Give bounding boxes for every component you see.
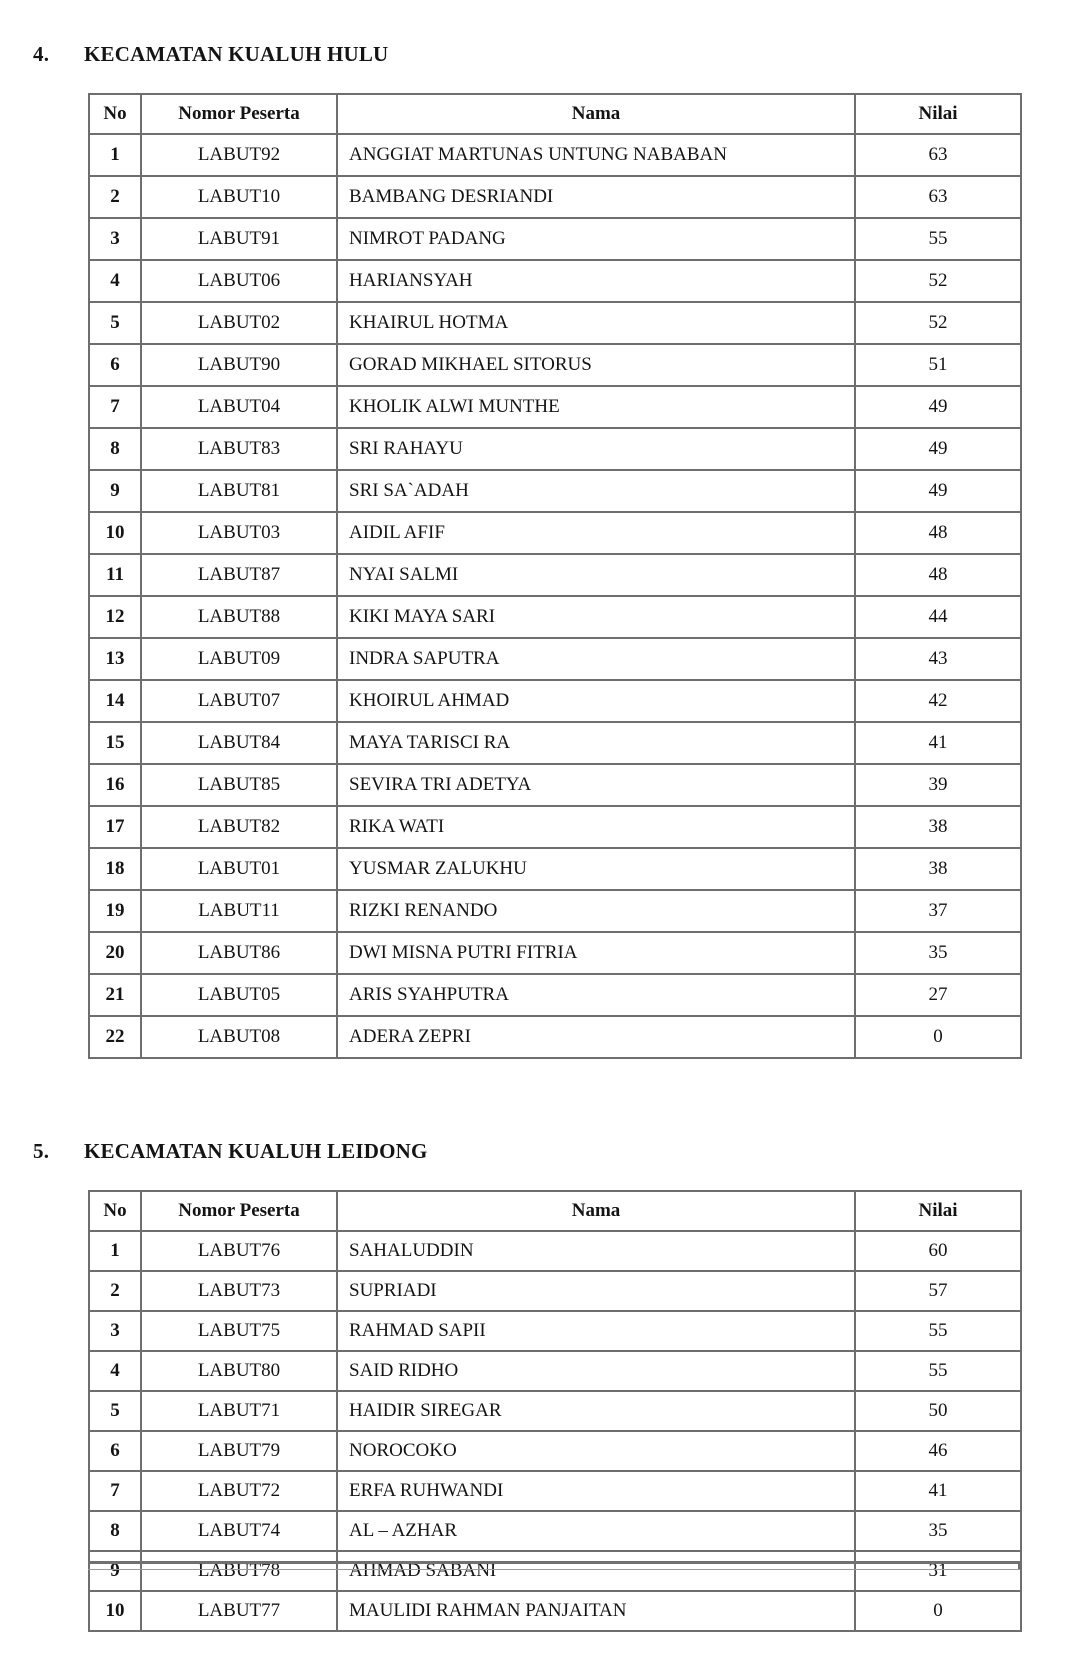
cell-nilai: 37: [855, 890, 1021, 932]
cell-nomor-peserta: LABUT07: [141, 680, 337, 722]
cell-nama: RAHMAD SAPII: [337, 1311, 855, 1351]
cell-nilai: 38: [855, 848, 1021, 890]
cell-nilai: 60: [855, 1231, 1021, 1271]
cell-nomor-peserta: LABUT79: [141, 1431, 337, 1471]
cell-nomor-peserta: LABUT02: [141, 302, 337, 344]
column-header-nomor: Nomor Peserta: [141, 1191, 337, 1231]
cell-no: 9: [89, 470, 141, 512]
cell-nama: ADERA ZEPRI: [337, 1016, 855, 1058]
cell-nama: BAMBANG DESRIANDI: [337, 176, 855, 218]
cell-nama: SRI RAHAYU: [337, 428, 855, 470]
cell-no: 1: [89, 134, 141, 176]
table-row: [89, 554, 1021, 596]
cell-nomor-peserta: LABUT91: [141, 218, 337, 260]
cell-nilai: 0: [855, 1016, 1021, 1058]
cell-nomor-peserta: LABUT81: [141, 470, 337, 512]
cell-nilai: 35: [855, 932, 1021, 974]
table-row: [89, 1391, 1021, 1431]
cell-nilai: 55: [855, 1311, 1021, 1351]
table-row: [89, 1511, 1021, 1551]
table-row: [89, 764, 1021, 806]
cell-no: 2: [89, 1271, 141, 1311]
section-title: KECAMATAN KUALUH LEIDONG: [84, 1139, 428, 1163]
cell-no: 19: [89, 890, 141, 932]
table-row: [89, 386, 1021, 428]
cell-no: 3: [89, 1311, 141, 1351]
cell-nilai: 38: [855, 806, 1021, 848]
table-row: [89, 1016, 1021, 1058]
cell-nama: KHOIRUL AHMAD: [337, 680, 855, 722]
table-row: [89, 974, 1021, 1016]
cell-no: 18: [89, 848, 141, 890]
table-header-row: [89, 1191, 1021, 1231]
cell-nilai: 42: [855, 680, 1021, 722]
cell-nomor-peserta: LABUT77: [141, 1591, 337, 1631]
cell-nilai: 41: [855, 722, 1021, 764]
cell-nomor-peserta: LABUT85: [141, 764, 337, 806]
fragment-cell: [88, 1564, 140, 1569]
results-table-kualuh-hulu: [88, 93, 1022, 1059]
cell-nilai: 55: [855, 1351, 1021, 1391]
column-header-nama: Nama: [337, 1191, 855, 1231]
cell-nomor-peserta: LABUT75: [141, 1311, 337, 1351]
cell-nama: KHOLIK ALWI MUNTHE: [337, 386, 855, 428]
table-row: [89, 470, 1021, 512]
cell-nomor-peserta: LABUT74: [141, 1511, 337, 1551]
table-row: [89, 344, 1021, 386]
cell-no: 9: [89, 1551, 141, 1591]
cell-nilai: 44: [855, 596, 1021, 638]
column-header-nilai: Nilai: [855, 94, 1021, 134]
cell-nomor-peserta: LABUT10: [141, 176, 337, 218]
cell-nilai: 43: [855, 638, 1021, 680]
cell-nama: AIDIL AFIF: [337, 512, 855, 554]
cell-nilai: 63: [855, 134, 1021, 176]
cell-nomor-peserta: LABUT05: [141, 974, 337, 1016]
cell-no: 14: [89, 680, 141, 722]
section-5-heading: [0, 1059, 1079, 1164]
cell-nama: ERFA RUHWANDI: [337, 1471, 855, 1511]
table-row: [89, 1471, 1021, 1511]
table-row: [89, 428, 1021, 470]
table-header-row: [89, 94, 1021, 134]
cell-nama: HAIDIR SIREGAR: [337, 1391, 855, 1431]
cell-nomor-peserta: LABUT87: [141, 554, 337, 596]
cell-nama: SUPRIADI: [337, 1271, 855, 1311]
column-header-no: No: [89, 1191, 141, 1231]
cell-nilai: 35: [855, 1511, 1021, 1551]
table-row: [89, 1311, 1021, 1351]
cell-nomor-peserta: LABUT08: [141, 1016, 337, 1058]
table-row: [89, 218, 1021, 260]
cell-no: 17: [89, 806, 141, 848]
cell-no: 10: [89, 1591, 141, 1631]
cell-no: 6: [89, 344, 141, 386]
cell-no: 11: [89, 554, 141, 596]
cell-nomor-peserta: LABUT83: [141, 428, 337, 470]
cell-nilai: 52: [855, 260, 1021, 302]
cell-nama: ANGGIAT MARTUNAS UNTUNG NABABAN: [337, 134, 855, 176]
cell-nomor-peserta: LABUT92: [141, 134, 337, 176]
cell-nomor-peserta: LABUT09: [141, 638, 337, 680]
cell-nilai: 48: [855, 512, 1021, 554]
column-header-no: No: [89, 94, 141, 134]
cell-no: 12: [89, 596, 141, 638]
cell-no: 13: [89, 638, 141, 680]
table-row: [89, 596, 1021, 638]
table-row: [89, 806, 1021, 848]
cell-nama: SAHALUDDIN: [337, 1231, 855, 1271]
cell-nama: HARIANSYAH: [337, 260, 855, 302]
cell-no: 5: [89, 1391, 141, 1431]
table-row: [89, 134, 1021, 176]
table-row: [89, 1431, 1021, 1471]
cell-nilai: 31: [855, 1551, 1021, 1591]
cell-nomor-peserta: LABUT72: [141, 1471, 337, 1511]
table-row: [89, 890, 1021, 932]
cell-nama: ARIS SYAHPUTRA: [337, 974, 855, 1016]
cell-nilai: 48: [855, 554, 1021, 596]
column-header-nilai: Nilai: [855, 1191, 1021, 1231]
cell-no: 5: [89, 302, 141, 344]
cell-nilai: 0: [855, 1591, 1021, 1631]
cell-no: 21: [89, 974, 141, 1016]
cell-nilai: 51: [855, 344, 1021, 386]
cell-nomor-peserta: LABUT86: [141, 932, 337, 974]
column-header-nama: Nama: [337, 94, 855, 134]
table-row: [89, 260, 1021, 302]
cell-nomor-peserta: LABUT71: [141, 1391, 337, 1431]
cell-nama: RIKA WATI: [337, 806, 855, 848]
fragment-cell: [336, 1564, 854, 1569]
cell-nama: YUSMAR ZALUKHU: [337, 848, 855, 890]
cell-nilai: 52: [855, 302, 1021, 344]
cell-no: 2: [89, 176, 141, 218]
table-row: [89, 1551, 1021, 1591]
cell-nomor-peserta: LABUT01: [141, 848, 337, 890]
cell-nama: SRI SA`ADAH: [337, 470, 855, 512]
cell-no: 8: [89, 428, 141, 470]
cell-nama: SEVIRA TRI ADETYA: [337, 764, 855, 806]
table-row: [89, 680, 1021, 722]
section-number: 5.: [33, 1139, 50, 1163]
cell-nama: KIKI MAYA SARI: [337, 596, 855, 638]
cell-nilai: 27: [855, 974, 1021, 1016]
cell-nilai: 57: [855, 1271, 1021, 1311]
cell-nilai: 49: [855, 428, 1021, 470]
cell-nama: KHAIRUL HOTMA: [337, 302, 855, 344]
cell-nomor-peserta: LABUT11: [141, 890, 337, 932]
cell-nomor-peserta: LABUT80: [141, 1351, 337, 1391]
cell-no: 20: [89, 932, 141, 974]
cell-no: 8: [89, 1511, 141, 1551]
cell-nama: DWI MISNA PUTRI FITRIA: [337, 932, 855, 974]
cell-nilai: 63: [855, 176, 1021, 218]
table-row: [89, 722, 1021, 764]
cell-nama: RIZKI RENANDO: [337, 890, 855, 932]
table-row: [89, 932, 1021, 974]
cell-nama: INDRA SAPUTRA: [337, 638, 855, 680]
cell-nomor-peserta: LABUT78: [141, 1551, 337, 1591]
section-number: 4.: [33, 42, 50, 66]
table-row: [89, 176, 1021, 218]
cell-no: 4: [89, 1351, 141, 1391]
cell-no: 3: [89, 218, 141, 260]
fragment-cell: [854, 1564, 1020, 1569]
cell-nilai: 50: [855, 1391, 1021, 1431]
next-table-top-fragment: [88, 1561, 1020, 1570]
cell-nomor-peserta: LABUT06: [141, 260, 337, 302]
cell-nama: NOROCOKO: [337, 1431, 855, 1471]
cell-no: 4: [89, 260, 141, 302]
section-4-heading: [0, 0, 1079, 67]
cell-nomor-peserta: LABUT73: [141, 1271, 337, 1311]
cell-nilai: 39: [855, 764, 1021, 806]
cell-nomor-peserta: LABUT03: [141, 512, 337, 554]
column-header-nomor: Nomor Peserta: [141, 94, 337, 134]
cell-nilai: 49: [855, 470, 1021, 512]
table-row: [89, 848, 1021, 890]
cell-no: 7: [89, 1471, 141, 1511]
table-row: [89, 302, 1021, 344]
cell-nama: AL – AZHAR: [337, 1511, 855, 1551]
cell-no: 22: [89, 1016, 141, 1058]
table-row: [89, 1231, 1021, 1271]
cell-nilai: 46: [855, 1431, 1021, 1471]
cell-no: 10: [89, 512, 141, 554]
cell-nomor-peserta: LABUT04: [141, 386, 337, 428]
cell-nomor-peserta: LABUT90: [141, 344, 337, 386]
cell-nama: SAID RIDHO: [337, 1351, 855, 1391]
table-row: [89, 1351, 1021, 1391]
cell-no: 6: [89, 1431, 141, 1471]
cell-nama: NIMROT PADANG: [337, 218, 855, 260]
cell-nama: GORAD MIKHAEL SITORUS: [337, 344, 855, 386]
table-row: [89, 512, 1021, 554]
cell-nilai: 55: [855, 218, 1021, 260]
cell-no: 1: [89, 1231, 141, 1271]
cell-nama: MAYA TARISCI RA: [337, 722, 855, 764]
fragment-cell: [140, 1564, 336, 1569]
table-row: [89, 1591, 1021, 1631]
cell-nama: AHMAD SABANI: [337, 1551, 855, 1591]
cell-nama: MAULIDI RAHMAN PANJAITAN: [337, 1591, 855, 1631]
table-row: [89, 1271, 1021, 1311]
cell-no: 7: [89, 386, 141, 428]
table-row: [89, 638, 1021, 680]
cell-nomor-peserta: LABUT88: [141, 596, 337, 638]
cell-nilai: 41: [855, 1471, 1021, 1511]
section-title: KECAMATAN KUALUH HULU: [84, 42, 389, 66]
cell-nomor-peserta: LABUT84: [141, 722, 337, 764]
cell-nilai: 49: [855, 386, 1021, 428]
cell-no: 16: [89, 764, 141, 806]
cell-nomor-peserta: LABUT76: [141, 1231, 337, 1271]
cell-nama: NYAI SALMI: [337, 554, 855, 596]
cell-nomor-peserta: LABUT82: [141, 806, 337, 848]
cell-no: 15: [89, 722, 141, 764]
